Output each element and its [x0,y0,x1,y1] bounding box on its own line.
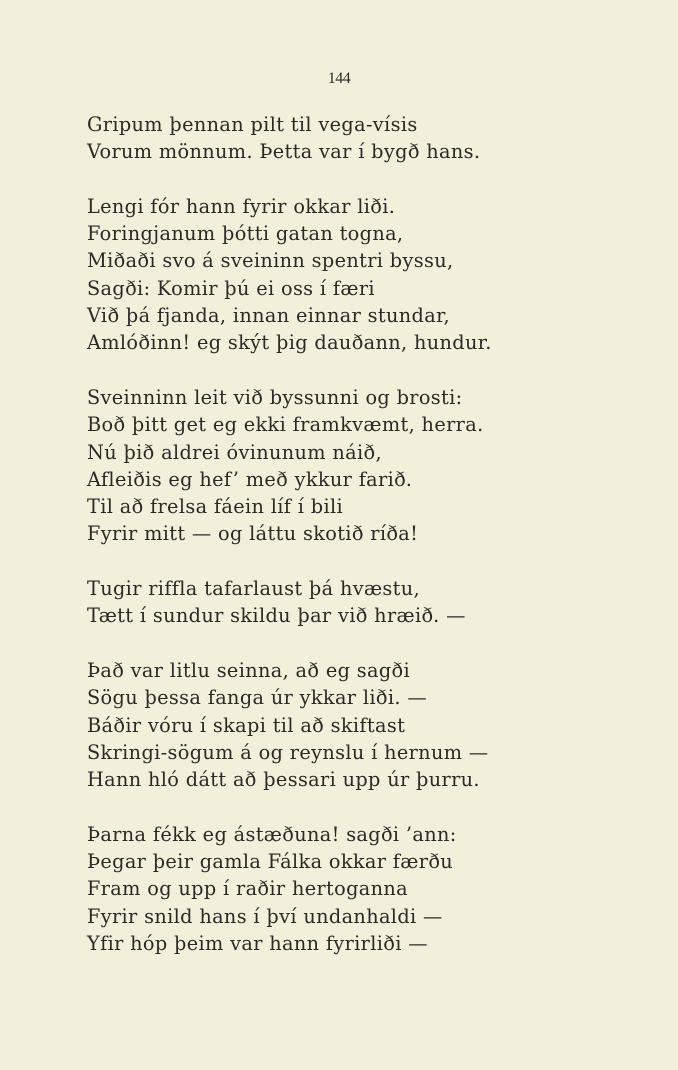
verse-line: Þegar þeir gamla Fálka okkar færðu [87,850,454,874]
stanza [87,111,647,166]
stanza [87,384,647,548]
verse-line: Yfir hóp þeim var hann fyrirliði — [87,931,428,955]
verse-line: Til að frelsa fáein líf í bili [87,495,343,519]
verse-line: Fram og upp í raðir hertoganna [87,877,409,901]
verse-line: Miðaði svo á sveininn spentri byssu, [87,249,454,273]
verse-line: Þarna fékk eg ástæðuna! sagði ’ann: [87,822,457,846]
verse-line: Gripum þennan pilt til vega-vísis [87,113,418,136]
verse-line: Foringjanum þótti gatan togna, [87,222,404,246]
verse-line: Hann hló dátt að þessari upp úr þurru. [87,768,480,792]
verse-line: Lengi fór hann fyrir okkar liði. [87,194,396,218]
stanza [87,657,647,793]
poem-body [87,111,647,985]
verse-line: Afleiðis eg hef’ með ykkur farið. [87,467,413,491]
verse-line: Sögu þessa fanga úr ykkar liði. — [87,686,427,710]
verse-line: Tætt í sundur skildu þar við hræið. — [87,604,466,628]
verse-line: Tugir riffla tafarlaust þá hvæstu, [87,577,421,601]
verse-line: Sveinninn leit við byssunni og brosti: [87,385,463,409]
verse-line: Vorum mönnum. Þetta var í bygð hans. [87,140,481,164]
verse-line: Nú þið aldrei óvinunum náið, [87,440,382,464]
verse-line: Skringi-sögum á og reynslu í hernum — [87,740,489,764]
stanza [87,193,647,357]
verse-line: Fyrir mitt — og láttu skotið ríða! [87,522,419,546]
stanza [87,575,647,630]
verse-line: Amlóðinn! eg skýt þig dauðann, hundur. [87,331,492,355]
verse-line: Fyrir snild hans í því undanhaldi — [87,904,443,928]
verse-line: Við þá fjanda, innan einnar stundar, [87,304,451,328]
stanza [87,821,647,957]
page-number: 144 [327,70,351,87]
verse-line: Boð þitt get eg ekki framkvæmt, herra. [87,413,484,437]
verse-line: Það var litlu seinna, að eg sagði [87,658,411,682]
verse-line: Sagði: Komir þú ei oss í færi [87,276,375,300]
verse-line: Báðir vóru í skapi til að skiftast [87,713,406,737]
